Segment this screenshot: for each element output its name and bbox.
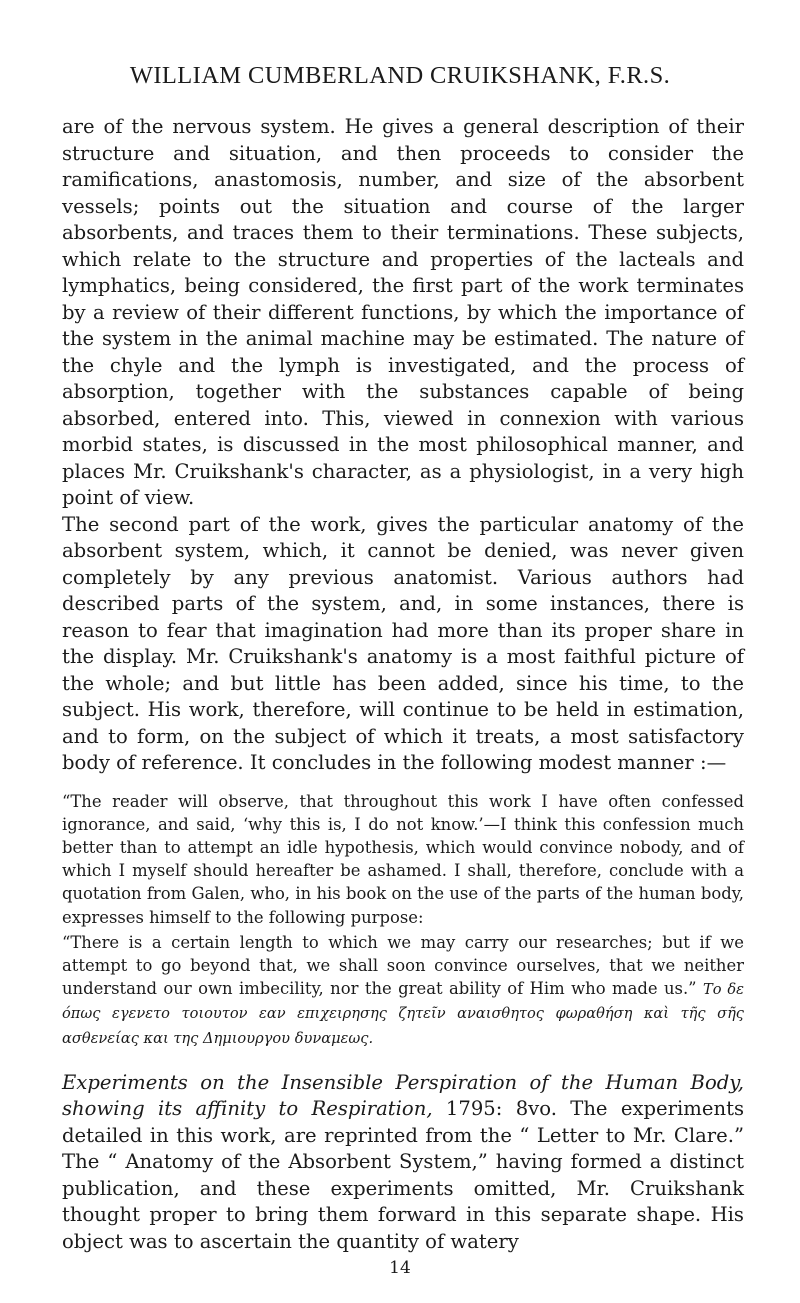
block-quote [62,790,744,1050]
paragraph-1: are of the nervous system. He gives a general description of their structure and situation, and then proceeds to consider the ramifications, anastomosis, number, and size of the absorbent vessels; points out the situation and course of the larger absorbents, and traces them to their terminations. These subjects, which relate to the structure and properties of the lacteals and lymphatics, being considered, the first part of the work terminates by a review of their different functions, by which the importance of the system in the animal machine may be estimated. The nature of the chyle and the lymph is investigated, and the process of absorption, together with the substances capable of being absorbed, entered into. This, viewed in connexion with various morbid states, is discussed in the most philosophical manner, and places Mr. Cruikshank's character, as a physiologist, in a very high point of view. [62,115,744,509]
book-entry [62,1070,744,1256]
book-title: Experiments on the Insensible Perspiration of the Human Body, showing its affinity to Respiration, [62,1070,744,1121]
book-description: 1795: 8vo. The experiments detailed in this work, are reprinted from the “ Letter to Mr. Clare.” The “ Anatomy of the Absorbent System,” having formed a distinct publication, and these experiments omitted, Mr. Cruikshank thought proper to bring them forward in this separate shape. His object was to ascertain the quantity of watery [62,1097,745,1253]
running-head: WILLIAM CUMBERLAND CRUIKSHANK, F.R.S. [129,62,671,89]
quote-paragraph-2 [62,931,744,1050]
quote-paragraph-1: “The reader will observe, that throughout this work I have often confessed ignorance, and said, ‘why this is, I do not know.’—I think this confession much better than to attempt an idle hypothesis, which would convince nobody, and of which I myself should hereafter be ashamed. I shall, therefore, conclude with a quotation from Galen, who, in his book on the use of the parts of the human body, expresses himself to the following purpose: [62,791,744,927]
main-text [62,114,744,1255]
page-number: 14 [389,1258,411,1278]
greek-quotation: Το δε όπως εγενετο τοιουτον εαν επιχειρησης ζητεῖν αναισθητος φωραθήση καὶ τῆς σῆς ασθενείας και της Δημιουργου δυναμεως. [62,981,745,1047]
quote-english: “There is a certain length to which we may carry our researches; but if we attempt to go beyond that, we shall soon convince ourselves, that we neither understand our own imbecility, nor the great ability of Him who made us.” [62,932,744,999]
paragraph-2: The second part of the work, gives the particular anatomy of the absorbent system, which, it cannot be denied, was never given completely by any previous anatomist. Various authors had described parts of the system, and, in some instances, there is reason to fear that imagination had more than its proper share in the display. Mr. Cruikshank's anatomy is a most faithful picture of the whole; and but little has been added, since his time, to the subject. His work, therefore, will continue to be held in estimation, and to form, on the subject of which it treats, a most satisfactory body of reference. It concludes in the following modest manner :— [62,512,744,774]
